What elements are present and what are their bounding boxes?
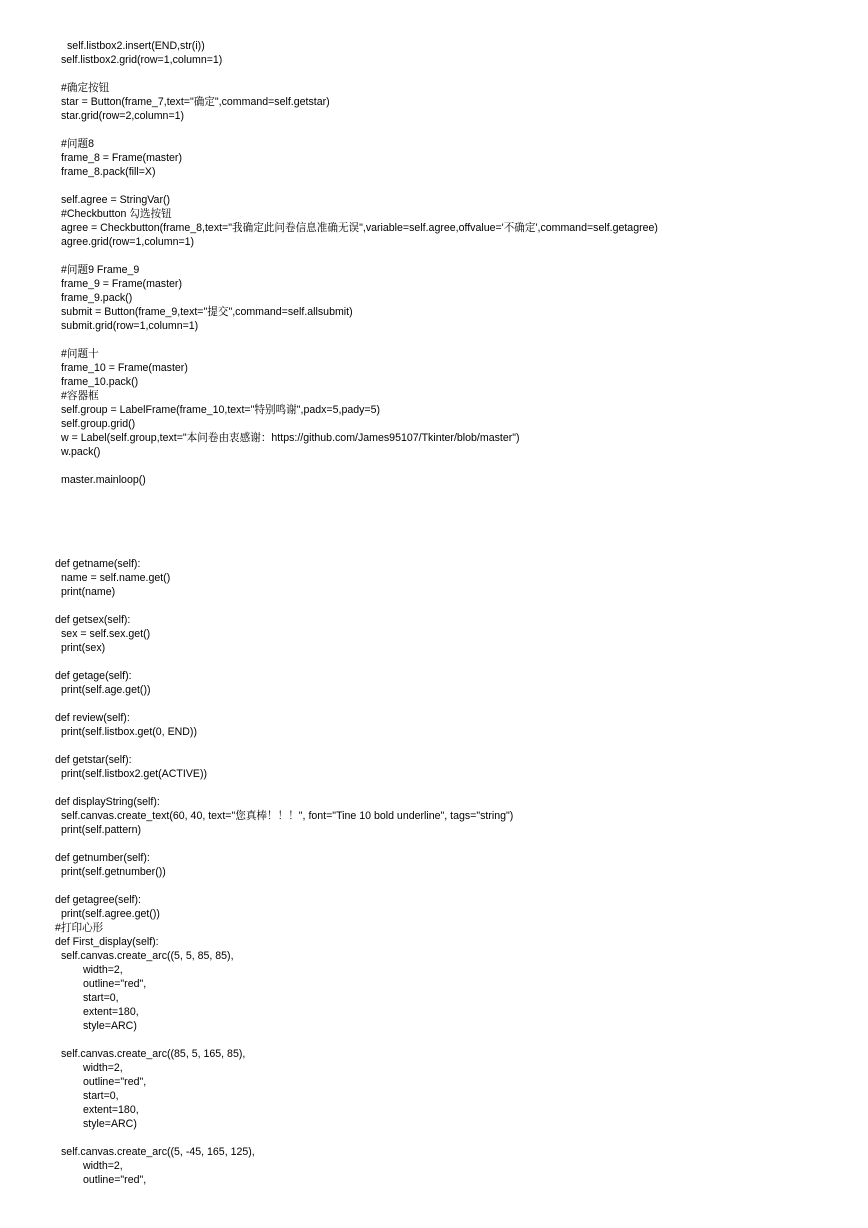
code-line: width=2,: [83, 1062, 123, 1074]
code-line: outline="red",: [83, 978, 147, 990]
code-line: print(self.listbox.get(0, END)): [61, 726, 197, 738]
code-line: outline="red",: [83, 1076, 147, 1088]
code-line: width=2,: [83, 1160, 123, 1172]
code-line: #打印心形: [55, 922, 104, 934]
code-line: extent=180,: [83, 1006, 139, 1018]
code-line: w.pack(): [61, 446, 101, 458]
code-line: agree.grid(row=1,column=1): [61, 236, 195, 248]
code-line: frame_8.pack(fill=X): [61, 166, 156, 178]
code-line: self.canvas.create_arc((85, 5, 165, 85),: [61, 1048, 246, 1060]
code-line: self.canvas.create_arc((5, 5, 85, 85),: [61, 950, 234, 962]
code-line: frame_9.pack(): [61, 292, 133, 304]
code-line: frame_8 = Frame(master): [61, 152, 182, 164]
code-line: self.group = LabelFrame(frame_10,text="特别鸣谢",padx=5,pady=5): [61, 404, 381, 416]
code-line: def First_display(self):: [55, 936, 159, 948]
code-line: print(self.getnumber()): [61, 866, 166, 878]
code-line: sex = self.sex.get(): [61, 628, 151, 640]
code-line: self.canvas.create_arc((5, -45, 165, 125),: [61, 1146, 255, 1158]
code-line: #问题8: [61, 138, 94, 150]
code-line: agree = Checkbutton(frame_8,text="我确定此问卷信息准确无误",variable=self.agree,offvalue='不确定',command=self.getagree): [61, 222, 658, 234]
code-line: start=0,: [83, 992, 119, 1004]
code-line: def getname(self):: [55, 558, 141, 570]
code-line: self.group.grid(): [61, 418, 136, 430]
code-line: def getage(self):: [55, 670, 132, 682]
code-line: name = self.name.get(): [61, 572, 171, 584]
code-line: frame_10 = Frame(master): [61, 362, 188, 374]
code-line: width=2,: [83, 964, 123, 976]
code-line: print(sex): [61, 642, 106, 654]
code-line: outline="red",: [83, 1174, 147, 1186]
code-line: #Checkbutton 勾选按钮: [61, 208, 172, 220]
code-line: self.agree = StringVar(): [61, 194, 171, 206]
code-line: style=ARC): [83, 1020, 137, 1032]
code-line: master.mainloop(): [61, 474, 146, 486]
code-line: star = Button(frame_7,text="确定",command=self.getstar): [61, 96, 330, 108]
code-line: w = Label(self.group,text="本问卷由衷感谢：https://github.com/James95107/Tkinter/blob/master"): [61, 432, 520, 444]
code-line: print(self.pattern): [61, 824, 142, 836]
code-line: self.canvas.create_text(60, 40, text="您真棒！！！", font="Tine 10 bold underline", tags="string"): [61, 810, 514, 822]
code-line: print(self.age.get()): [61, 684, 151, 696]
code-line: def getnumber(self):: [55, 852, 150, 864]
code-line: #问题十: [61, 348, 99, 360]
code-line: self.listbox2.grid(row=1,column=1): [61, 54, 223, 66]
code-line: frame_10.pack(): [61, 376, 139, 388]
code-line: self.listbox2.insert(END,str(i)): [67, 40, 205, 52]
code-line: star.grid(row=2,column=1): [61, 110, 185, 122]
code-line: print(name): [61, 586, 116, 598]
code-line: def review(self):: [55, 712, 130, 724]
code-line: def getstar(self):: [55, 754, 132, 766]
code-line: style=ARC): [83, 1118, 137, 1130]
code-line: def displayString(self):: [55, 796, 160, 808]
code-line: extent=180,: [83, 1104, 139, 1116]
code-line: def getsex(self):: [55, 614, 131, 626]
code-line: print(self.agree.get()): [61, 908, 160, 920]
code-line: def getagree(self):: [55, 894, 141, 906]
code-line: #问题9 Frame_9: [61, 264, 140, 276]
code-line: frame_9 = Frame(master): [61, 278, 182, 290]
code-line: submit = Button(frame_9,text="提交",command=self.allsubmit): [61, 306, 353, 318]
code-line: #确定按钮: [61, 82, 110, 94]
code-line: submit.grid(row=1,column=1): [61, 320, 199, 332]
code-line: start=0,: [83, 1090, 119, 1102]
code-line: print(self.listbox2.get(ACTIVE)): [61, 768, 208, 780]
code-line: #容器框: [61, 390, 99, 402]
